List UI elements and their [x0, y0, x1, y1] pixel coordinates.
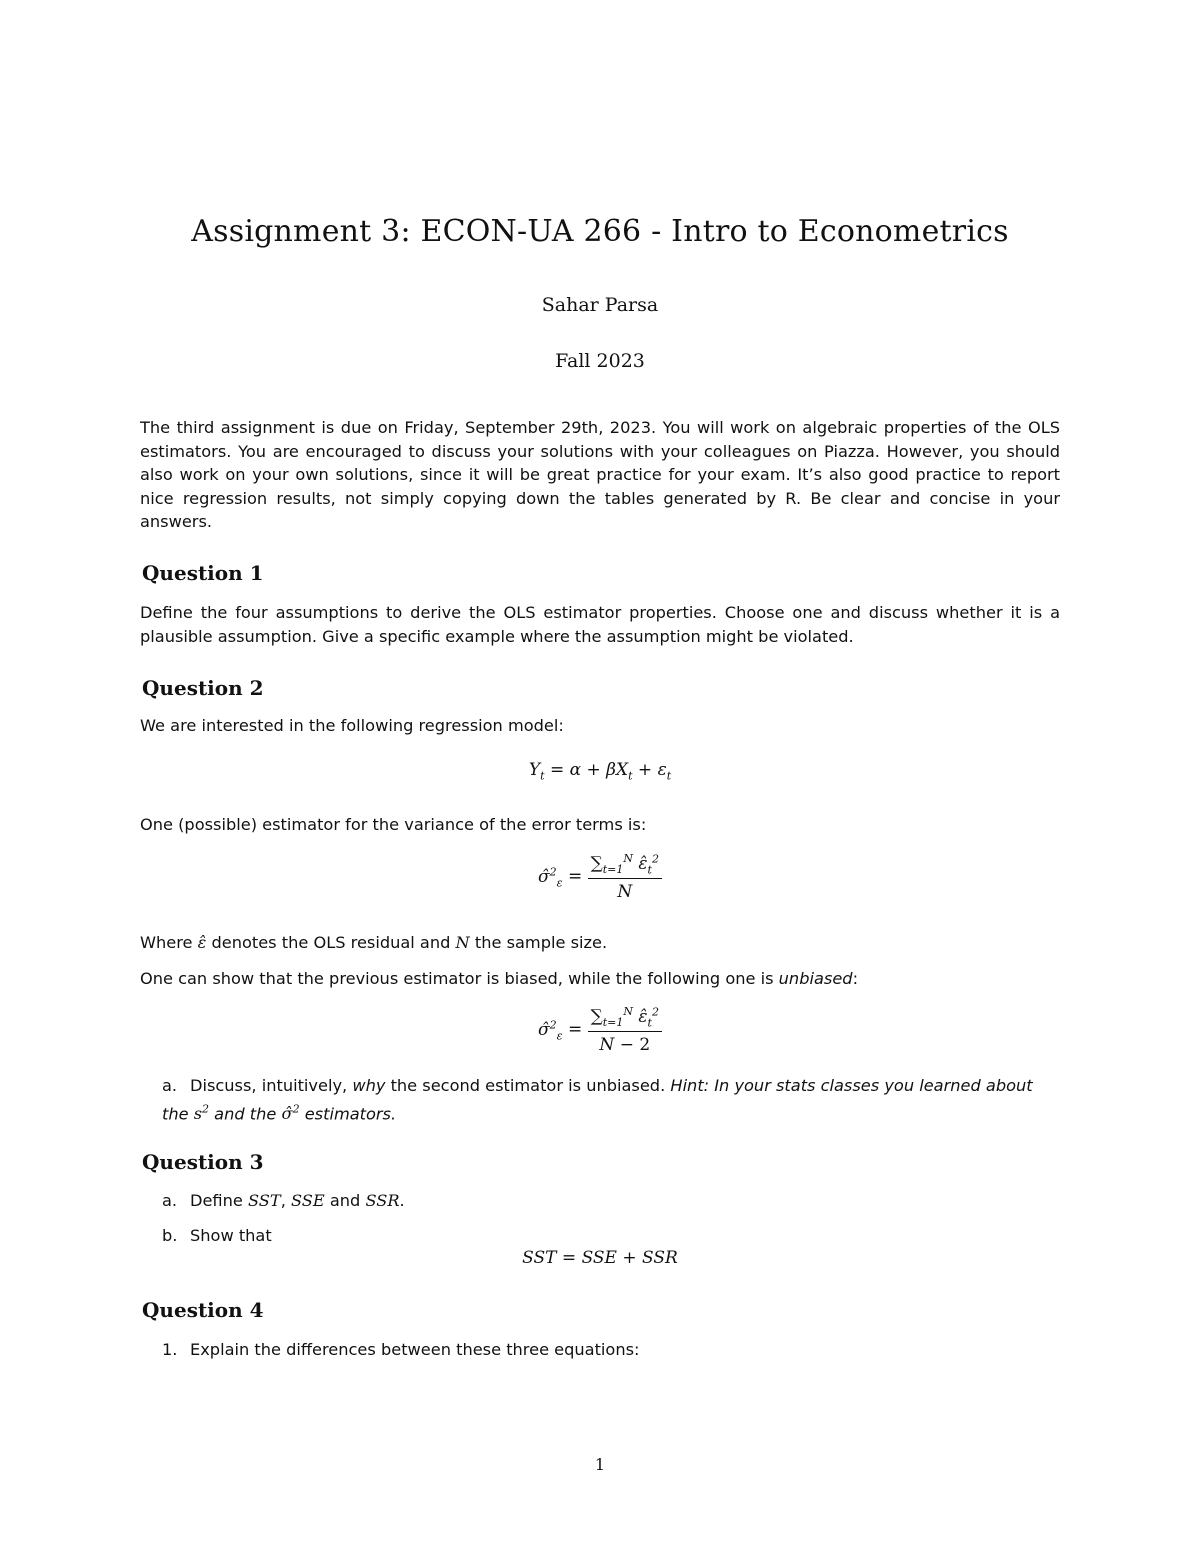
question-3-item-a: a. Define SST, SSE and SSR. — [162, 1191, 405, 1210]
question-4-heading: Question 4 — [142, 1298, 264, 1322]
question-3-heading: Question 3 — [142, 1150, 264, 1174]
unbiased-estimator-equation: σ̂$^2_\varepsilon$ = $\frac{\sum_{t=1}^N \varepsilon̂_t^2}{N - 2}$ — [0, 1005, 1200, 1055]
question-1-heading: Question 1 — [142, 561, 264, 585]
document-title: Assignment 3: ECON-UA 266 - Intro to Econometrics — [191, 214, 1009, 249]
question-2-intro: We are interested in the following regression model: — [140, 716, 564, 735]
document-date: Fall 2023 — [555, 350, 645, 372]
intro-paragraph: The third assignment is due on Friday, September 29th, 2023. You will work on algebraic properties of the OLS estimators. You are encouraged to discuss your solutions with your colleagues on Piazza. However, you should also work on your own solutions, since it will be great practice for your exam. It’s also good practice to report nice regression results, not simply copying down the tables generated by R. Be clear and concise in your answers. — [140, 418, 1060, 531]
biased-estimator-equation: σ̂$^2_\varepsilon$ = $\frac{\sum_{t=1}^N \varepsilon̂_t^2}{N}$ — [0, 852, 1200, 902]
question-2-item-a: a. Discuss, intuitively, why the second estimator is unbiased. Hint: In your stats classes you learned about the $s^2$ and the σ̂$^2$ estimators. — [162, 1076, 1033, 1123]
regression-model-equation: $Y_t = \alpha + \beta X_t + \varepsilon_t$ — [528, 760, 672, 783]
question-2-heading: Question 2 — [142, 676, 264, 700]
author-name: Sahar Parsa — [541, 294, 659, 316]
question-1-text: Define the four assumptions to derive the OLS estimator properties. Choose one and discuss whether it is a plausible assumption. Give a specific example where the assumption might be violated. — [140, 603, 1060, 646]
question-4-item-1: 1. Explain the differences between these three equations: — [162, 1340, 640, 1359]
bias-statement: One can show that the previous estimator is biased, while the following one is unbiased: — [140, 969, 859, 988]
residual-definition: Where ε̂ denotes the OLS residual and N the sample size. — [140, 933, 608, 952]
sst-decomposition-equation: SST = SSE + SSR — [522, 1248, 678, 1268]
question-3-item-b: b. Show that — [162, 1226, 272, 1245]
estimator-intro: One (possible) estimator for the variance of the error terms is: — [140, 815, 647, 834]
page-number: 1 — [594, 1455, 606, 1474]
